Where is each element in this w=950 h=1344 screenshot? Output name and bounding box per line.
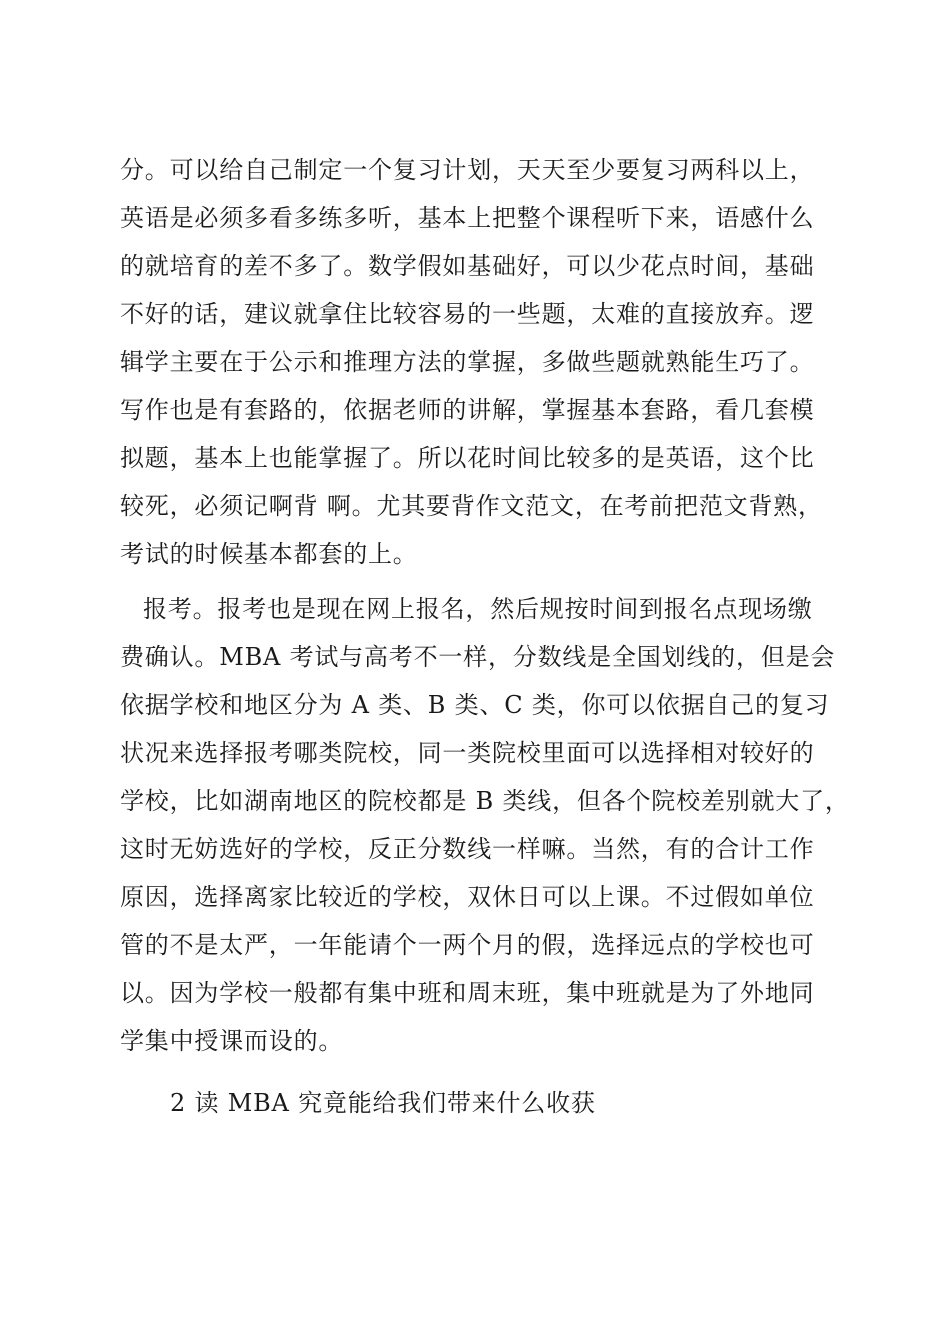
paragraph-line: 辑学主要在于公示和推理方法的掌握，多做些题就熟能生巧了。	[120, 348, 815, 376]
paragraph-line: 考试的时候基本都套的上。	[120, 540, 418, 568]
paragraph-line: 不好的话，建议就拿住比较容易的一些题，太难的直接放弃。逻	[120, 300, 815, 328]
paragraph-line: 英语是必须多看多练多听，基本上把整个课程听下来，语感什么	[120, 204, 815, 232]
paragraph-line: 费确认。MBA 考试与高考不一样，分数线是全国划线的，但是会	[120, 643, 836, 671]
paragraph-line: 学集中授课而设的。	[120, 1027, 344, 1055]
paragraph-line: 的就培育的差不多了。数学假如基础好，可以少花点时间，基础	[120, 252, 815, 280]
section-heading: 2 读 MBA 究竟能给我们带来什么收获	[170, 1089, 596, 1117]
paragraph-line: 分。可以给自己制定一个复习计划，天天至少要复习两科以上，	[120, 156, 815, 184]
paragraph-line: 以。因为学校一般都有集中班和周末班，集中班就是为了外地同	[120, 979, 815, 1007]
paragraph-line: 依据学校和地区分为 A 类、B 类、C 类，你可以依据自己的复习	[120, 691, 830, 719]
paragraph-line: 拟题，基本上也能掌握了。所以花时间比较多的是英语，这个比	[120, 444, 815, 472]
paragraph-line: 原因，选择离家比较近的学校，双休日可以上课。不过假如单位	[120, 883, 815, 911]
paragraph-line: 这时无妨选好的学校，反正分数线一样嘛。当然，有的合计工作	[120, 835, 815, 863]
paragraph-line: 写作也是有套路的，依据老师的讲解，掌握基本套路，看几套模	[120, 396, 815, 424]
paragraph-line: 较死，必须记啊背 啊。尤其要背作文范文，在考前把范文背熟，	[120, 492, 823, 520]
paragraph-line: 报考。报考也是现在网上报名，然后规按时间到报名点现场缴	[143, 595, 813, 623]
paragraph-line: 学校，比如湖南地区的院校都是 B 类线，但各个院校差别就大了，	[120, 787, 850, 815]
paragraph-line: 管的不是太严，一年能请个一两个月的假，选择远点的学校也可	[120, 931, 815, 959]
paragraph-line: 状况来选择报考哪类院校，同一类院校里面可以选择相对较好的	[120, 739, 815, 767]
